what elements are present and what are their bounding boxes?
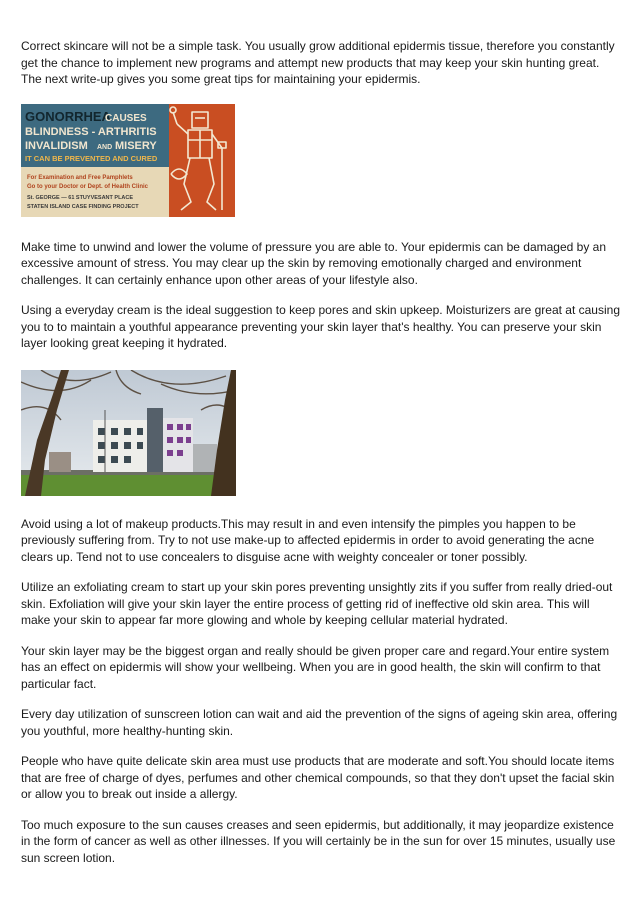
- building-photo: [21, 370, 236, 496]
- poster-line-7: St. GEORGE — 61 STUYVESANT PLACE: [27, 194, 134, 201]
- paragraph-cream: Using a everyday cream is the ideal suggestion to keep pores and skin upkeep. Moisturizers are great at causing you to to maintain a youthful appearance preventing your skin layer that's healthy. You can preserve your skin layer looking great keeping it hydrated.: [21, 303, 620, 350]
- poster-line-1a: GONORRHEA: [25, 108, 111, 124]
- paragraph-sun-exposure: Too much exposure to the sun causes creases and seen epidermis, but additionally, it may jeopardize existence in the form of cancer as well as other illnesses. If you will certainly be in the sun for over 15 minutes, usually use sun screen lotion.: [21, 817, 616, 865]
- paragraph-intro: Correct skincare will not be a simple task. You usually grow additional epidermis tissue, therefore you constantly get the chance to implement new programs and attempt new products that may keep your skin hunting great. The next write-up gives you some great tips for maintaining your epidermis.: [21, 39, 615, 86]
- paragraph-delicate: People who have quite delicate skin area must use products that are moderate and soft.You should locate items that are free of charge of dyes, perfumes and other chemical compounds, so that they don't upset the facial skin or allow you to break out inside a allergy.: [21, 754, 615, 801]
- poster-line-1b: CAUSES: [105, 112, 147, 124]
- poster-line-3c: MISERY: [115, 139, 157, 152]
- article: [21, 38, 621, 866]
- poster-line-8: STATEN ISLAND CASE FINDING PROJECT: [27, 203, 139, 210]
- poster-line-2: BLINDNESS - ARTHRITIS: [25, 125, 157, 138]
- paragraph-makeup: Avoid using a lot of makeup products.This may result in and even intensify the pimples you happen to be previously suffering from. Try to not use make-up to affected epidermis in order to avoid generating the acne clears up. Tend not to use concealers to disguise acne with weighty concealer or toner possibly.: [21, 516, 595, 564]
- poster-line-5: For Examination and Free Pamphlets: [27, 174, 133, 181]
- paragraph-exfoliate: Utilize an exfoliating cream to start up your skin pores preventing unsightly zits if you suffer from really dried-out skin. Exfoliation will give your skin layer the entire process of getting rid of ineffective old skin area. This will make your skin to appear far more glowing and whole by keeping cellular material hydrated.: [21, 580, 613, 627]
- paragraph-organ: Your skin layer may be the biggest organ and really should be given proper care and regard.Your entire system has an effect on epidermis will show your wellbeing. When you are in good health, the skin will confirm to that particular fact.: [21, 643, 610, 691]
- poster-image: [21, 104, 235, 217]
- paragraph-sunscreen: Every day utilization of sunscreen lotion can wait and aid the prevention of the signs of ageing skin area, offering you youthful, more healthy-hunting skin.: [21, 707, 618, 738]
- poster-line-4: IT CAN BE PREVENTED AND CURED: [25, 153, 158, 163]
- poster-line-6: Go to your Doctor or Dept. of Health Clinic: [27, 183, 149, 190]
- paragraph-stress: Make time to unwind and lower the volume of pressure you are able to. Your epidermis can be damaged by an excessive amount of stress. You may clear up the skin by removing emotionally charged and environment challenges. It can certainly enhance upon other areas of your lifestyle also.: [21, 239, 607, 287]
- poster-line-3a: INVALIDISM: [25, 139, 88, 152]
- poster-line-3b: AND: [97, 143, 113, 151]
